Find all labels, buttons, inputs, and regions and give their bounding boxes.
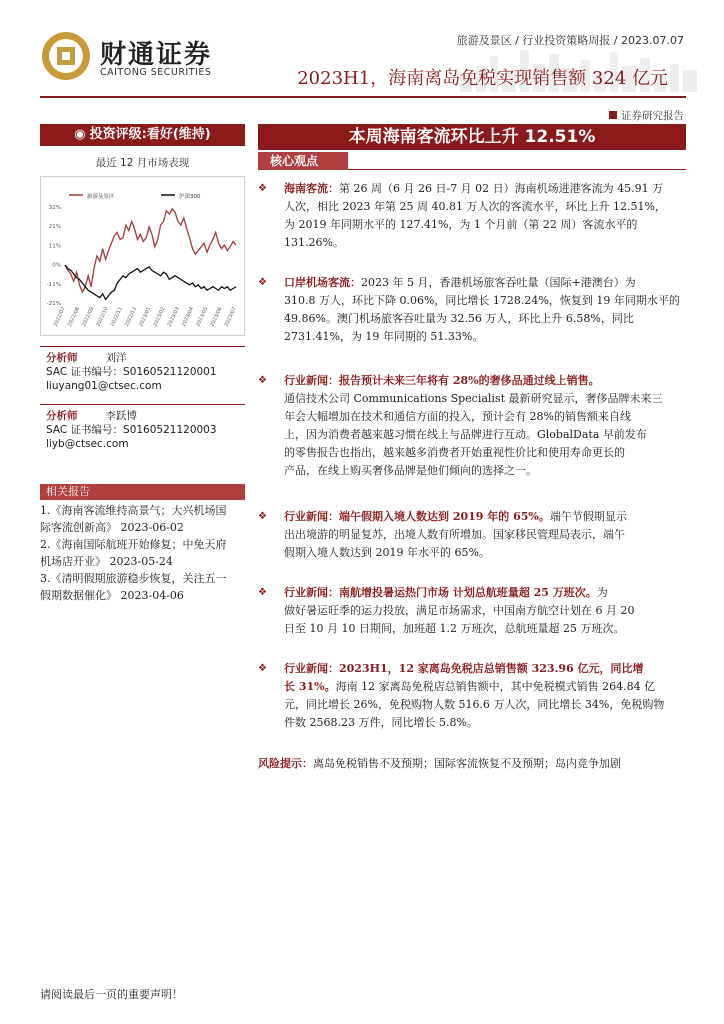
company-logo	[40, 30, 230, 85]
analyst-email[interactable]: liuyang01@ctsec.com	[46, 380, 162, 392]
bullet-china-southern-flights	[258, 584, 688, 638]
related-report-line: 假期数据催化》 2023-04-06	[40, 589, 184, 602]
core-views-heading: 核心观点	[258, 152, 348, 170]
bullet-line: 人次，相比 2023 年第 25 周 40.81 万人次的客流水平，环比上升 12.51%，	[284, 200, 666, 213]
analyst-sac: SAC 证书编号：S0160521120001	[46, 366, 217, 378]
x-tick-label: 2023/04	[180, 306, 196, 328]
bullet-line: 端午节假期显示	[549, 510, 627, 523]
bullet-line: 通信技术公司 Communications Specialist 最新研究显示，奢侈品牌未来三	[284, 392, 663, 405]
y-tick-label: -11%	[46, 281, 61, 288]
analyst-name: 李跃博	[105, 410, 137, 422]
bullet-lead: 行业新闻：报告预计未来三年将有 28%的奢侈品通过线上销售。	[284, 374, 600, 387]
diamond-bullet-icon: ❖	[258, 511, 267, 522]
bullet-line: 第 26 周（6 月 26 日-7 月 02 日）海南机场进港客流为 45.91 万	[339, 182, 664, 195]
related-report-line: 3.《清明假期旅游稳步恢复，关注五一	[40, 572, 227, 585]
related-report-item[interactable]	[40, 536, 250, 570]
bullet-line: 49.86%。澳门机场旅客吞吐量为 32.56 万人，环比上升 6.58%，同比	[284, 312, 634, 325]
diamond-bullet-icon: ❖	[258, 277, 267, 288]
diamond-bullet-icon: ❖	[258, 375, 267, 386]
bullet-line: 产品，在线上购买奢侈品牌是他们倾向的选择之一。	[284, 464, 537, 477]
bullet-line: 出出境游的明显复苏，出境人数有所增加。国家移民管理局表示，端午	[284, 528, 625, 541]
report-type-label: 证券研究报告	[621, 110, 684, 122]
y-tick-label: 11%	[48, 243, 61, 250]
legend-label: 沪深300	[179, 194, 201, 200]
bullet-line: 假期入境人数达到 2019 年水平的 65%。	[284, 546, 490, 559]
diamond-bullet-icon: ❖	[258, 587, 267, 598]
bullet-hainan-traffic	[258, 180, 688, 252]
chart-caption: 最近 12 月市场表现	[95, 157, 190, 169]
series-line	[65, 265, 236, 299]
related-report-line: 1.《海南客流维持高景气；大兴机场国	[40, 504, 227, 517]
coin-logo-icon	[40, 30, 92, 82]
bullet-line: 件数 2568.23 万件，同比增长 5.8%。	[284, 716, 478, 729]
analyst-name: 刘洋	[105, 352, 127, 364]
related-report-line: 2.《海南国际航班开始修复；中免天府	[40, 538, 227, 551]
x-tick-label: 2023/05	[195, 306, 210, 328]
bullet-line: 为	[596, 586, 608, 599]
bullet-line: 年会大幅增加在技术和通信方面的投入，预计会有 28%的销售额来自线	[284, 410, 631, 423]
disclaimer-note: 请阅读最后一页的重要声明！	[40, 988, 183, 1001]
performance-chart-svg	[41, 177, 246, 337]
x-tick-label: 2022/11	[109, 306, 124, 328]
rating-badge-icon: ◉	[74, 127, 86, 142]
bullet-line: 做好暑运旺季的运力投放，满足市场需求，中国南方航空计划在 6 月 20	[284, 604, 635, 617]
header-divider	[40, 96, 686, 98]
bullet-lead: 行业新闻：端午假期入境人数达到 2019 年的 65%。	[284, 510, 550, 523]
analyst-block-2	[40, 404, 245, 454]
bullet-lead: 口岸机场客流：	[284, 276, 361, 289]
bullet-luxury-online	[258, 372, 688, 480]
bullet-lead: 海南客流：	[284, 182, 339, 195]
risk-label: 风险提示：	[258, 757, 313, 770]
bullet-line: 上，因为消费者越来越习惯在线上与品牌进行互动。GlobalData 早前发布	[284, 428, 647, 441]
y-tick-label: 32%	[48, 205, 61, 211]
analyst-role: 分析师	[46, 410, 78, 422]
bullet-lead: 长 31%。	[284, 680, 336, 693]
risk-warning	[258, 755, 688, 773]
bullet-line: 310.8 万人，环比下降 0.06%，同比增长 1728.24%，恢复到 19 年同期水平的	[284, 294, 680, 307]
main-title: 本周海南客流环比上升 12.51%	[258, 124, 686, 150]
diamond-bullet-icon: ❖	[258, 663, 267, 674]
analyst-email[interactable]: liyb@ctsec.com	[46, 438, 129, 450]
x-tick-label: 2023/06	[209, 306, 224, 328]
x-tick-label: 2023/01	[138, 306, 153, 328]
market-performance-chart	[40, 176, 245, 336]
bullet-line: 日至 10 月 10 日期间，加班超 1.2 万班次，总航班量超 25 万班次。	[284, 622, 625, 635]
report-type	[609, 108, 684, 123]
legend-label: 旅游及景区	[87, 194, 115, 200]
bullet-port-airport-traffic	[258, 274, 688, 346]
investment-rating-bar	[40, 124, 245, 146]
y-tick-label: 21%	[48, 224, 61, 231]
x-tick-label: 2022/10	[95, 306, 110, 328]
logo-english-name: CAITONG SECURITIES	[100, 67, 212, 78]
investment-rating: 投资评级:看好(维持)	[89, 127, 211, 142]
core-views-divider	[348, 169, 686, 170]
report-headline: 2023H1，海南离岛免税实现销售额 324 亿元	[297, 68, 668, 89]
y-tick-label: 0%	[52, 262, 61, 269]
related-report-item[interactable]	[40, 502, 250, 536]
bullet-lead: 行业新闻：2023H1，12 家离岛免税店总销售额 323.96 亿元，同比增	[284, 662, 644, 675]
analyst-role: 分析师	[46, 352, 78, 364]
x-tick-label: 2023/07	[223, 306, 238, 328]
bullet-line: 2023 年 5 月，香港机场旅客吞吐量（国际+港澳台）为	[361, 276, 636, 289]
bullet-line: 为 2019 年同期水平的 127.41%，为 1 个月前（第 22 周）客流水平的	[284, 218, 638, 231]
diamond-bullet-icon: ❖	[258, 183, 267, 194]
report-meta: 旅游及景区 / 行业投资策略周报 / 2023.07.07	[456, 34, 684, 47]
x-tick-label: 2022/07	[52, 306, 67, 328]
risk-text: 离岛免税销售不及预期；国际客流恢复不及预期；岛内竞争加剧	[313, 757, 621, 770]
analyst-sac: SAC 证书编号：S0160521120003	[46, 424, 217, 436]
bullet-line: 海南 12 家离岛免税店总销售额中，其中免税模式销售 264.84 亿	[335, 680, 656, 693]
x-tick-label: 2022/12	[123, 306, 139, 328]
x-tick-label: 2023/03	[166, 306, 181, 328]
y-tick-label: -21%	[46, 301, 61, 307]
x-tick-label: 2023/02	[152, 306, 167, 328]
x-tick-label: 2022/08	[66, 306, 82, 328]
related-reports-list	[40, 502, 250, 604]
x-tick-label: 2022/09	[81, 306, 96, 328]
related-report-item[interactable]	[40, 570, 250, 604]
bullet-line: 2731.41%，为 19 年同期的 51.33%。	[284, 330, 484, 343]
bullet-lead: 行业新闻：南航增投暑运热门市场 计划总航班量超 25 万班次。	[284, 586, 597, 599]
analyst-block-1	[40, 346, 245, 396]
bullet-duty-free-sales	[258, 660, 688, 732]
bullet-dragon-boat-inbound	[258, 508, 688, 562]
related-report-line: 际客流创新高》 2023-06-02	[40, 521, 184, 534]
bullet-line: 131.26%。	[284, 236, 344, 249]
series-line	[65, 209, 236, 292]
related-reports-heading: 相关报告	[40, 484, 245, 500]
bullet-line: 的零售报告也指出，越来越多消费者开始重视性价比和使用寿命更长的	[284, 446, 625, 459]
square-icon	[609, 111, 617, 119]
logo-chinese-name: 财通证券	[100, 40, 213, 70]
related-report-line: 机场店开业》 2023-05-24	[40, 555, 173, 568]
bullet-line: 元，同比增长 26%，免税购物人数 516.6 万人次，同比增长 34%，免税购物	[284, 698, 665, 711]
